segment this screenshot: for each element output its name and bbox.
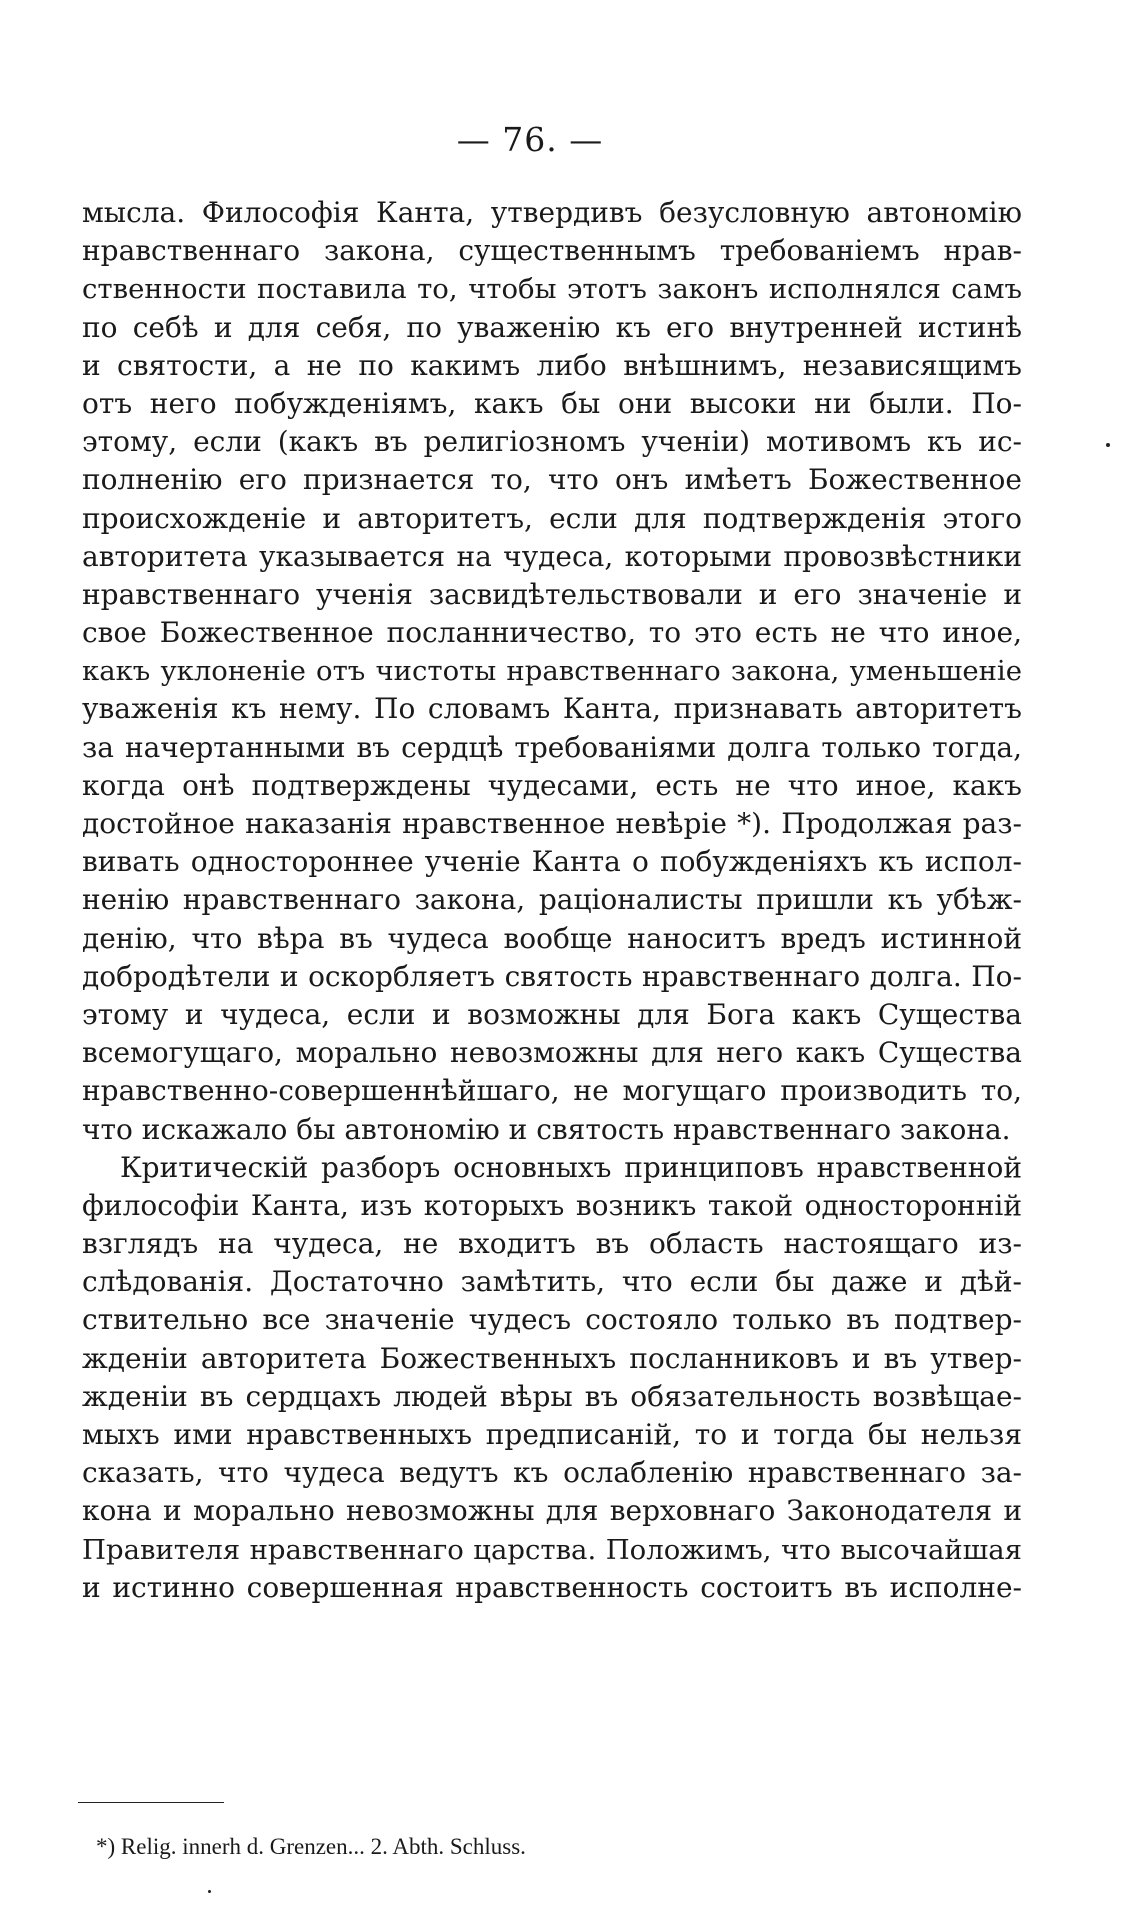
text-line: сказать, что чудеса ведутъ къ ослабленію нравственнаго за- (82, 1456, 1022, 1490)
text-line: ственности поставила то, чтобы этотъ законъ исполнялся самъ (82, 273, 1022, 306)
text-line: уваженія къ нему. По словамъ Канта, признавать авторитетъ (82, 692, 1022, 726)
text-line: взглядъ на чудеса, не входитъ въ область настоящаго из- (82, 1227, 1022, 1261)
footnote: *) Relig. innerh d. Grenzen... 2. Abth. Schluss. (96, 1834, 526, 1859)
text-line: происхожденіе и авторитетъ, если для подтвержденія этого (82, 501, 1022, 535)
text-line: что искажало бы автономію и святость нравственнаго закона. (82, 1112, 1011, 1146)
body-text (82, 194, 1022, 1607)
footnote-rule (78, 1802, 224, 1803)
text-line: слѣдованія. Достаточно замѣтить, что если бы даже и дѣй- (82, 1265, 1022, 1299)
text-line: денію, что вѣра въ чудеса вообще наноситъ вредъ истинной (82, 921, 1022, 955)
text-line: нравственнаго ученія засвидѣтельствовали и его значеніе и (82, 577, 1022, 611)
text-line: мысла. Философія Канта, утвердивъ безусловную автономію (82, 196, 1022, 229)
text-line: ненію нравственнаго закона, раціоналисты пришли къ убѣж- (82, 883, 1022, 917)
text-line: нравственнаго закона, существеннымъ требованіемъ нрав- (82, 234, 1022, 268)
text-line: всемогущаго, морально невозможны для него какъ Существа (82, 1036, 1022, 1070)
text-line: этому, если (какъ въ религіозномъ ученіи) мотивомъ къ ис- (82, 425, 1022, 459)
print-speck (208, 1890, 211, 1893)
text-line: философіи Канта, изъ которыхъ возникъ такой односторонній (82, 1188, 1022, 1222)
text-line: Критическій разборъ основныхъ принциповъ нравственной (120, 1150, 1022, 1184)
text-line: этому и чудеса, если и возможны для Бога какъ Существа (82, 997, 1022, 1031)
text-line: какъ уклоненіе отъ чистоты нравственнаго закона, уменьшеніе (82, 655, 1022, 688)
text-line: достойное наказанія нравственное невѣріе *). Продолжая раз- (82, 807, 1022, 840)
text-line: и святости, а не по какимъ либо внѣшнимъ, независящимъ (82, 348, 1022, 382)
print-speck (1106, 443, 1110, 447)
text-line: свое Божественное посланничество, то это есть не что иное, (82, 616, 1022, 650)
text-line: жденіи авторитета Божественныхъ посланниковъ и въ утвер- (82, 1341, 1022, 1375)
text-line: отъ него побужденіямъ, какъ бы они высоки ни были. По- (82, 386, 1022, 420)
text-line: вивать одностороннее ученіе Канта о побужденіяхъ къ испол- (82, 845, 1022, 879)
text-line: жденіи въ сердцахъ людей вѣры въ обязательность возвѣщае- (82, 1379, 1022, 1413)
text-line: и истинно совершенная нравственность состоитъ въ исполне- (82, 1570, 1022, 1604)
text-line: ствительно все значеніе чудесъ состояло только въ подтвер- (82, 1303, 1022, 1337)
text-line: кона и морально невозможны для верховнаго Законодателя и (82, 1494, 1022, 1528)
text-line: Правителя нравственнаго царства. Положимъ, что высочайшая (82, 1533, 1022, 1566)
page-number: — 76. — (456, 120, 604, 159)
text-line: добродѣтели и оскорбляетъ святость нравственнаго долга. По- (82, 959, 1022, 993)
text-line: за начертанными въ сердцѣ требованіями долга только тогда, (82, 730, 1022, 764)
text-line: полненію его признается то, что онъ имѣетъ Божественное (82, 463, 1022, 497)
text-line: авторитета указывается на чудеса, которыми провозвѣстники (82, 539, 1022, 573)
text-line: нравственно-совершеннѣйшаго, не могущаго производить то, (82, 1074, 1022, 1108)
text-line: по себѣ и для себя, по уваженію къ его внутренней истинѣ (82, 310, 1022, 344)
text-line: мыхъ ими нравственныхъ предписаній, то и тогда бы нельзя (82, 1418, 1022, 1451)
text-line: когда онѣ подтверждены чудесами, есть не что иное, какъ (82, 768, 1022, 802)
